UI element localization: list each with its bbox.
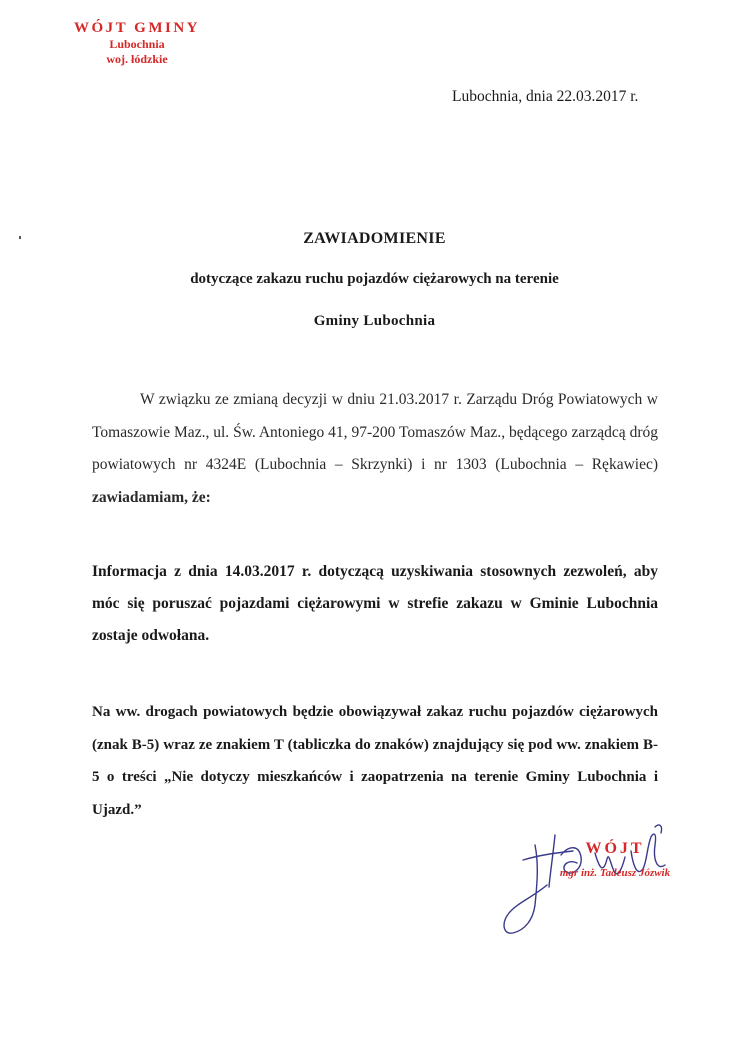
signature-title: WÓJT — [585, 840, 645, 857]
paragraph-intro — [92, 384, 658, 514]
office-stamp — [62, 20, 212, 67]
paragraph-restriction: Na ww. drogach powiatowych będzie obowiązywał zakaz ruchu pojazdów ciężarowych (znak B-5) wraz ze znakiem T (tabliczka do znaków) znajdujący się pod ww. znakiem B-5 o treści „Nie dotyczy mieszkańców i zaopatrzenia na terenie Gminy Lubochnia i Ujazd.” — [92, 704, 658, 818]
stamp-voivodeship: woj. łódzkie — [106, 52, 168, 66]
place-date: Lubochnia, dnia 22.03.2017 r. — [452, 88, 639, 105]
document-title: ZAWIADOMIENIE — [303, 230, 446, 247]
paragraph-intro-text: W związku ze zmianą decyzji w dniu 21.03.2017 r. Zarządu Dróg Powiatowych w Tomaszowie Maz., ul. Św. Antoniego 41, 97-200 Tomaszów Maz., będącego zarządcą dróg powiatowych nr 4324E (Lubochnia – Skrzynki) i nr 1303 (Lubochnia – Rękawiec) — [92, 391, 658, 473]
stamp-title: WÓJT GMINY — [74, 20, 200, 36]
signature-stamp — [540, 840, 690, 880]
paragraph-revocation: Informacja z dnia 14.03.2017 r. dotyczącą uzyskiwania stosownych zezwoleń, aby móc się poruszać pojazdami ciężarowymi w strefie zakazu w Gminie Lubochnia zostaje odwołana. — [92, 563, 658, 644]
signatory-name: mgr inż. Tadeusz Józwik — [559, 867, 671, 879]
paragraph-intro-bold: zawiadamiam, że: — [92, 488, 211, 506]
stamp-municipality: Lubochnia — [109, 37, 165, 51]
document-subtitle-municipality: Gminy Lubochnia — [313, 313, 436, 329]
document-subtitle: dotyczące zakazu ruchu pojazdów ciężarowych na terenie — [190, 271, 559, 287]
